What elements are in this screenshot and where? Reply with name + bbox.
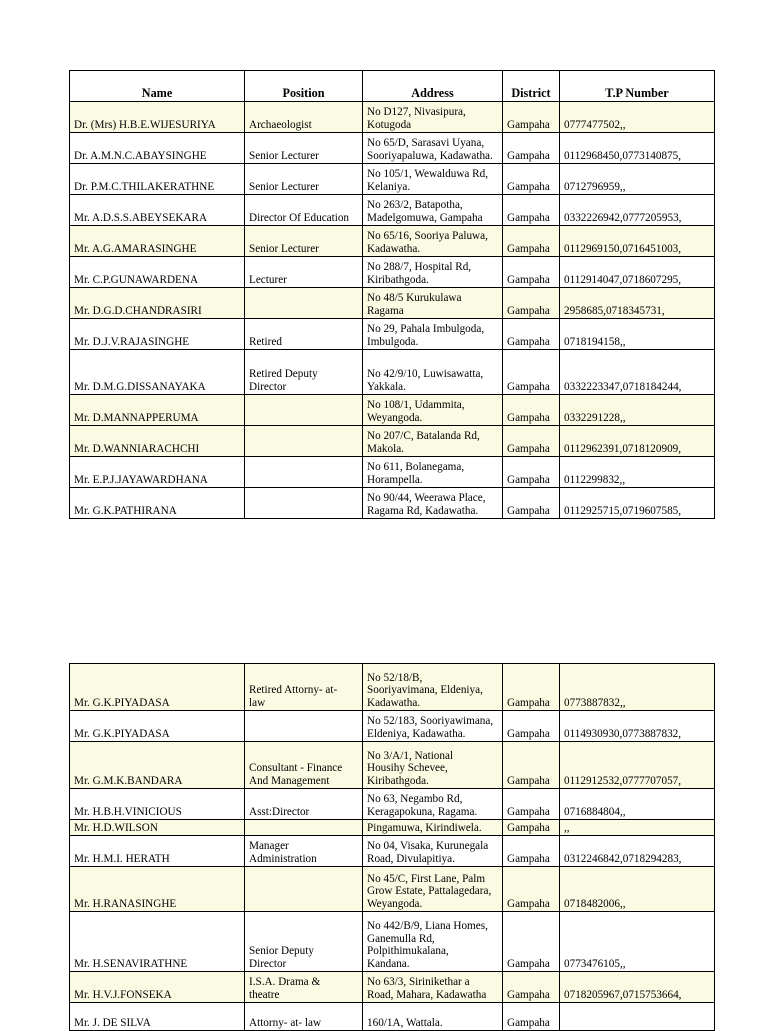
row-district-cell: Gampaha	[503, 742, 560, 789]
row-address-cell: No 52/18/B, Sooriyavimana, Eldeniya, Kadawatha.	[363, 664, 503, 711]
row-address-cell: No 52/183, Sooriyawimana, Eldeniya, Kadawatha.	[363, 711, 503, 742]
row-name-cell: Mr. D.MANNAPPERUMA	[70, 395, 245, 426]
row-tp-number-cell: 0718482006,,	[560, 867, 715, 912]
row-position-cell	[245, 395, 363, 426]
row-position-cell	[245, 711, 363, 742]
row-district-cell: Gampaha	[503, 133, 560, 164]
table-header-row	[70, 71, 715, 102]
row-district-cell: Gampaha	[503, 711, 560, 742]
row-district-cell: Gampaha	[503, 350, 560, 395]
table-row	[70, 488, 715, 519]
row-position-cell: Senior Lecturer	[245, 164, 363, 195]
row-district-cell: Gampaha	[503, 664, 560, 711]
row-address-cell: No 207/C, Batalanda Rd, Makola.	[363, 426, 503, 457]
row-name-cell: Dr. (Mrs) H.B.E.WIJESURIYA	[70, 102, 245, 133]
table-row	[70, 164, 715, 195]
row-name-cell: Mr. E.P.J.JAYAWARDHANA	[70, 457, 245, 488]
row-address-cell: No 442/B/9, Liana Homes, Ganemulla Rd, Polpithimukalana, Kandana.	[363, 912, 503, 972]
contacts-table-2	[69, 663, 715, 1031]
row-position-cell	[245, 820, 363, 836]
row-tp-number-cell: 0718194158,,	[560, 319, 715, 350]
table-row	[70, 789, 715, 820]
row-tp-number-cell: 0773887832,,	[560, 664, 715, 711]
row-name-cell: Dr. P.M.C.THILAKERATHNE	[70, 164, 245, 195]
table-row	[70, 226, 715, 257]
row-name-cell: Mr. H.V.J.FONSEKA	[70, 972, 245, 1003]
row-position-cell: Asst:Director	[245, 789, 363, 820]
row-name-cell: Dr. A.M.N.C.ABAYSINGHE	[70, 133, 245, 164]
row-district-cell: Gampaha	[503, 288, 560, 319]
row-name-cell: Mr. A.G.AMARASINGHE	[70, 226, 245, 257]
table-row	[70, 1003, 715, 1031]
table-row	[70, 836, 715, 867]
table-row	[70, 102, 715, 133]
row-district-cell: Gampaha	[503, 457, 560, 488]
row-address-cell: No D127, Nivasipura, Kotugoda	[363, 102, 503, 133]
row-address-cell: No 611, Bolanegama, Horampella.	[363, 457, 503, 488]
row-address-cell: No 65/D, Sarasavi Uyana, Sooriyapaluwa, Kadawatha.	[363, 133, 503, 164]
row-address-cell: No 65/16, Sooriya Paluwa, Kadawatha.	[363, 226, 503, 257]
table-row	[70, 319, 715, 350]
row-tp-number-cell: 0312246842,0718294283,	[560, 836, 715, 867]
row-name-cell: Mr. G.K.PIYADASA	[70, 711, 245, 742]
row-tp-number-cell: 0716884804,,	[560, 789, 715, 820]
row-address-cell: Pingamuwa, Kirindiwela.	[363, 820, 503, 836]
table-row	[70, 426, 715, 457]
row-position-cell: Retired Deputy Director	[245, 350, 363, 395]
row-tp-number-cell: 0112925715,0719607585,	[560, 488, 715, 519]
row-position-cell	[245, 426, 363, 457]
row-position-cell: Retired Attorny- at- law	[245, 664, 363, 711]
row-tp-number-cell: 0112912532,0777707057,	[560, 742, 715, 789]
row-name-cell: Mr. D.J.V.RAJASINGHE	[70, 319, 245, 350]
row-address-cell: No 48/5 Kurukulawa Ragama	[363, 288, 503, 319]
row-district-cell: Gampaha	[503, 395, 560, 426]
row-district-cell: Gampaha	[503, 867, 560, 912]
row-name-cell: Mr. H.RANASINGHE	[70, 867, 245, 912]
table-row	[70, 912, 715, 972]
table-row	[70, 457, 715, 488]
row-district-cell: Gampaha	[503, 820, 560, 836]
row-district-cell: Gampaha	[503, 164, 560, 195]
column-header-position: Position	[245, 71, 363, 102]
row-district-cell: Gampaha	[503, 226, 560, 257]
row-position-cell: Manager Administration	[245, 836, 363, 867]
row-position-cell: Director Of Education	[245, 195, 363, 226]
row-name-cell: Mr. H.SENAVIRATHNE	[70, 912, 245, 972]
row-district-cell: Gampaha	[503, 257, 560, 288]
row-name-cell: Mr. C.P.GUNAWARDENA	[70, 257, 245, 288]
row-position-cell: Senior Deputy Director	[245, 912, 363, 972]
row-name-cell: Mr. D.G.D.CHANDRASIRI	[70, 288, 245, 319]
table-row	[70, 867, 715, 912]
row-tp-number-cell: 0112962391,0718120909,	[560, 426, 715, 457]
row-tp-number-cell: 0112299832,,	[560, 457, 715, 488]
row-tp-number-cell: 0332291228,,	[560, 395, 715, 426]
table-row	[70, 972, 715, 1003]
row-address-cell: No 04, Visaka, Kurunegala Road, Divulapitiya.	[363, 836, 503, 867]
row-district-cell: Gampaha	[503, 836, 560, 867]
row-position-cell: Archaeologist	[245, 102, 363, 133]
row-tp-number-cell: 2958685,0718345731,	[560, 288, 715, 319]
row-district-cell: Gampaha	[503, 426, 560, 457]
row-position-cell: Lecturer	[245, 257, 363, 288]
row-tp-number-cell	[560, 1003, 715, 1031]
row-district-cell: Gampaha	[503, 195, 560, 226]
row-position-cell: I.S.A. Drama & theatre	[245, 972, 363, 1003]
row-tp-number-cell: ,,	[560, 820, 715, 836]
contacts-table-1	[69, 70, 715, 519]
column-header-address: Address	[363, 71, 503, 102]
row-district-cell: Gampaha	[503, 319, 560, 350]
row-address-cell: No 108/1, Udammita, Weyangoda.	[363, 395, 503, 426]
table-row	[70, 742, 715, 789]
row-tp-number-cell: 0114930930,0773887832,	[560, 711, 715, 742]
row-position-cell: Senior Lecturer	[245, 226, 363, 257]
row-district-cell: Gampaha	[503, 102, 560, 133]
row-tp-number-cell: 0112968450,0773140875,	[560, 133, 715, 164]
row-tp-number-cell: 0112969150,0716451003,	[560, 226, 715, 257]
table-row	[70, 664, 715, 711]
column-header-name: Name	[70, 71, 245, 102]
table-row	[70, 350, 715, 395]
row-tp-number-cell: 0112914047,0718607295,	[560, 257, 715, 288]
row-address-cell: 160/1A, Wattala.	[363, 1003, 503, 1031]
row-address-cell: No 42/9/10, Luwisawatta, Yakkala.	[363, 350, 503, 395]
row-position-cell: Retired	[245, 319, 363, 350]
row-tp-number-cell: 0712796959,,	[560, 164, 715, 195]
row-address-cell: No 3/A/1, National Housihy Schevee, Kiribathgoda.	[363, 742, 503, 789]
table-row	[70, 195, 715, 226]
column-header-tp-number: T.P Number	[560, 71, 715, 102]
column-header-district: District	[503, 71, 560, 102]
row-tp-number-cell: 0777477502,,	[560, 102, 715, 133]
row-position-cell: Senior Lecturer	[245, 133, 363, 164]
row-name-cell: Mr. G.K.PIYADASA	[70, 664, 245, 711]
row-district-cell: Gampaha	[503, 789, 560, 820]
row-name-cell: Mr. A.D.S.S.ABEYSEKARA	[70, 195, 245, 226]
row-address-cell: No 45/C, First Lane, Palm Grow Estate, Pattalagedara, Weyangoda.	[363, 867, 503, 912]
row-address-cell: No 105/1, Wewalduwa Rd, Kelaniya.	[363, 164, 503, 195]
row-name-cell: Mr. D.WANNIARACHCHI	[70, 426, 245, 457]
row-name-cell: Mr. G.M.K.BANDARA	[70, 742, 245, 789]
row-address-cell: No 288/7, Hospital Rd, Kiribathgoda.	[363, 257, 503, 288]
row-address-cell: No 90/44, Weerawa Place, Ragama Rd, Kadawatha.	[363, 488, 503, 519]
row-address-cell: No 63, Negambo Rd, Keragapokuna, Ragama.	[363, 789, 503, 820]
row-position-cell	[245, 288, 363, 319]
row-district-cell: Gampaha	[503, 912, 560, 972]
row-name-cell: Mr. J. DE SILVA	[70, 1003, 245, 1031]
row-name-cell: Mr. H.B.H.VINICIOUS	[70, 789, 245, 820]
row-position-cell	[245, 457, 363, 488]
row-tp-number-cell: 0718205967,0715753664,	[560, 972, 715, 1003]
row-tp-number-cell: 0332226942,0777205953,	[560, 195, 715, 226]
table-row	[70, 257, 715, 288]
row-position-cell: Attorny- at- law	[245, 1003, 363, 1031]
row-name-cell: Mr. H.D.WILSON	[70, 820, 245, 836]
row-position-cell	[245, 488, 363, 519]
row-name-cell: Mr. G.K.PATHIRANA	[70, 488, 245, 519]
table-row	[70, 288, 715, 319]
row-address-cell: No 263/2, Batapotha, Madelgomuwa, Gampaha	[363, 195, 503, 226]
row-address-cell: No 29, Pahala Imbulgoda, Imbulgoda.	[363, 319, 503, 350]
row-position-cell	[245, 867, 363, 912]
row-tp-number-cell: 0332223347,0718184244,	[560, 350, 715, 395]
row-district-cell: Gampaha	[503, 1003, 560, 1031]
row-address-cell: No 63/3, Sirinikethar a Road, Mahara, Kadawatha	[363, 972, 503, 1003]
row-position-cell: Consultant - Finance And Management	[245, 742, 363, 789]
table-row	[70, 395, 715, 426]
row-name-cell: Mr. H.M.I. HERATH	[70, 836, 245, 867]
row-tp-number-cell: 0773476105,,	[560, 912, 715, 972]
table-row	[70, 133, 715, 164]
row-district-cell: Gampaha	[503, 488, 560, 519]
row-name-cell: Mr. D.M.G.DISSANAYAKA	[70, 350, 245, 395]
row-district-cell: Gampaha	[503, 972, 560, 1003]
table-row	[70, 711, 715, 742]
table-row	[70, 820, 715, 836]
